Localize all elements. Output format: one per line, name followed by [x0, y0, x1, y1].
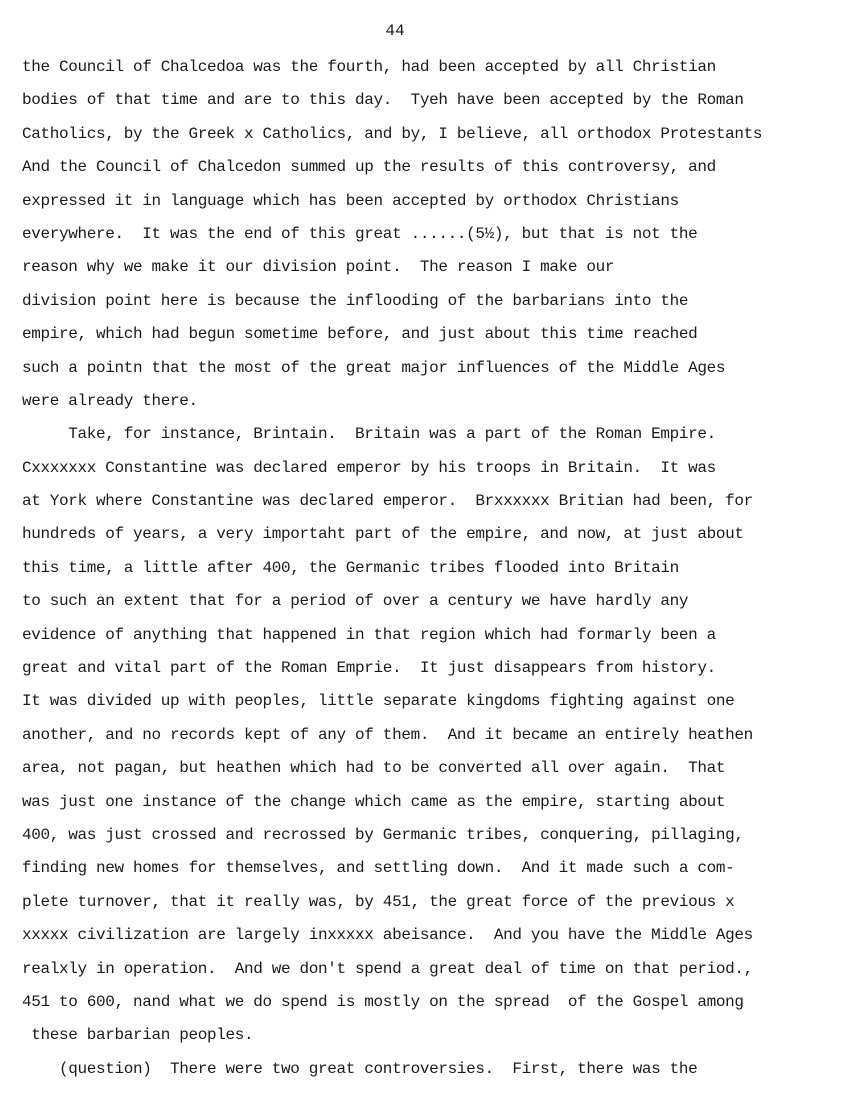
text-line: another, and no records kept of any of them. And it became an entirely heathen [22, 725, 753, 744]
text-line: (question) There were two great controversies. First, there was the [22, 1059, 698, 1078]
text-line: realxly in operation. And we don't spend a great deal of time on that period., [22, 959, 753, 978]
text-line: this time, a little after 400, the Germanic tribes flooded into Britain [22, 558, 679, 577]
text-line: bodies of that time and are to this day. Tyeh have been accepted by the Roman [22, 91, 744, 110]
text-line: Catholics, by the Greek x Catholics, and by, I believe, all orthodox Protestants [22, 124, 763, 143]
text-line: Cxxxxxxx Constantine was declared emperor by his troops in Britain. It was [22, 458, 716, 477]
text-line: area, not pagan, but heathen which had to be converted all over again. That [22, 759, 726, 778]
text-line: Take, for instance, Brintain. Britain was a part of the Roman Empire. [22, 425, 716, 444]
text-line: 451 to 600, nand what we do spend is mostly on the spread of the Gospel among [22, 992, 744, 1011]
text-line: expressed it in language which has been accepted by orthodox Christians [22, 191, 679, 210]
text-line: plete turnover, that it really was, by 451, the great force of the previous x [22, 892, 735, 911]
text-line: It was divided up with peoples, little separate kingdoms fighting against one [22, 692, 735, 711]
text-line: the Council of Chalcedoa was the fourth, had been accepted by all Christian [22, 58, 716, 76]
text-line: empire, which had begun sometime before, and just about this time reached [22, 325, 698, 344]
text-line: And the Council of Chalcedon summed up the results of this controversy, and [22, 158, 716, 177]
text-line: at York where Constantine was declared emperor. Brxxxxxx Britian had been, for [22, 492, 753, 511]
text-line: division point here is because the inflooding of the barbarians into the [22, 291, 689, 310]
text-line: hundreds of years, a very importaht part of the empire, and now, at just about [22, 525, 744, 544]
text-line: great and vital part of the Roman Emprie. It just disappears from history. [22, 659, 716, 678]
text-line: to such an extent that for a period of over a century we have hardly any [22, 592, 689, 611]
text-line: such a pointn that the most of the great major influences of the Middle Ages [22, 358, 726, 377]
text-line: reason why we make it our division point. The reason I make our [22, 258, 615, 277]
text-line: was just one instance of the change which came as the empire, starting about [22, 792, 726, 811]
text-body [22, 56, 837, 1091]
text-line: finding new homes for themselves, and settling down. And it made such a com- [22, 859, 735, 878]
text-line: evidence of anything that happened in that region which had formarly been a [22, 625, 716, 644]
text-line: these barbarian peoples. [22, 1026, 254, 1045]
text-line: everywhere. It was the end of this great ......(5½), but that is not the [22, 224, 698, 243]
text-line: were already there. [22, 391, 198, 410]
text-line: xxxxx civilization are largely inxxxxx abeisance. And you have the Middle Ages [22, 926, 753, 945]
page-number: 44 [385, 22, 405, 40]
text-line: 400, was just crossed and recrossed by Germanic tribes, conquering, pillaging, [22, 825, 744, 844]
